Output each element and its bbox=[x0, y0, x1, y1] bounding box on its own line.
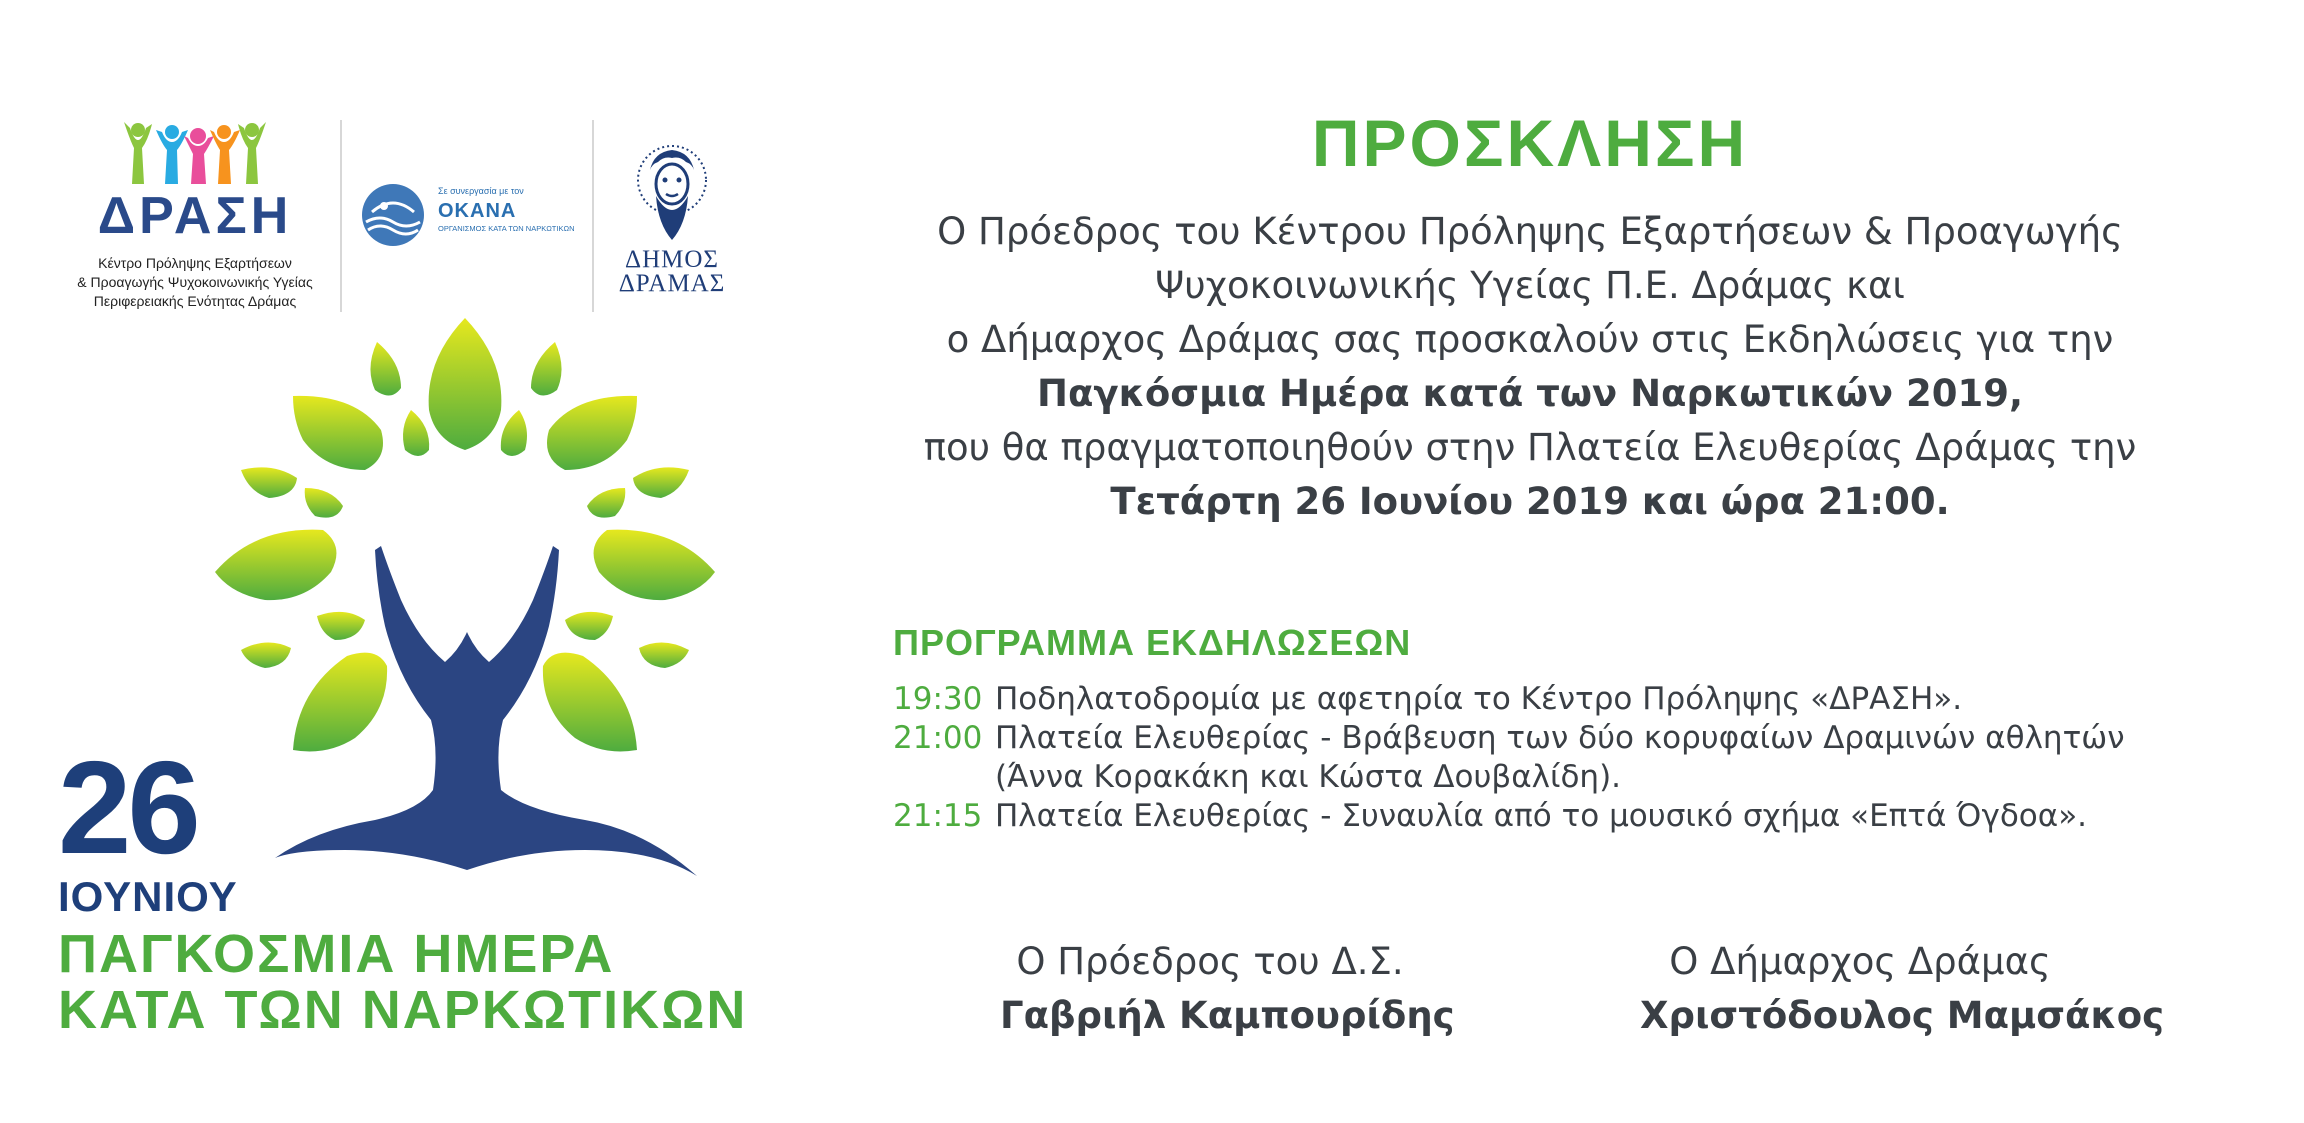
okana-wordmark: ΟΚΑΝΑ bbox=[438, 200, 517, 222]
program-text: Πλατεία Ελευθερίας - Συναυλία από το μουσικό σχήμα «Επτά Όγδοα». bbox=[995, 798, 2088, 834]
program-text: Ποδηλατοδρομία με αφετηρία το Κέντρο Πρόληψης «ΔΡΑΣΗ». bbox=[995, 681, 1963, 717]
logo-divider bbox=[340, 120, 342, 312]
program-time: 21:15 bbox=[893, 798, 983, 834]
drasi-subtitle-line: Περιφερειακής Ενότητας Δράμας bbox=[93, 293, 297, 309]
leaf bbox=[241, 467, 297, 498]
signature-mayor bbox=[1640, 935, 2165, 1043]
signature-name: Χριστόδουλος Μαμσάκος bbox=[1640, 994, 2165, 1037]
event-day: 26 bbox=[58, 734, 197, 881]
okana-tagline: Σε συνεργασία με τον bbox=[438, 186, 524, 196]
invitation-title: ΠΡΟΣΚΛΗΣΗ bbox=[1311, 106, 1749, 180]
drasi-subtitle bbox=[55, 254, 335, 311]
program-text: (Άννα Κορακάκη και Κώστα Δουβαλίδη). bbox=[995, 759, 1622, 795]
leaf bbox=[594, 530, 715, 600]
leaf bbox=[215, 530, 336, 600]
leaf bbox=[241, 642, 291, 668]
drasi-wordmark: ΔΡΑΣΗ bbox=[97, 187, 293, 245]
leaf bbox=[370, 342, 401, 396]
drasi-logo bbox=[55, 118, 335, 311]
leaf bbox=[587, 488, 625, 518]
dimos-dramas-logo bbox=[612, 140, 732, 296]
leaf bbox=[317, 612, 365, 640]
leaf bbox=[565, 612, 613, 640]
leaf bbox=[293, 653, 387, 752]
dimos-line: ΔΡΑΜΑΣ bbox=[618, 270, 726, 297]
invitation-line: Ψυχοκοινωνικής Υγείας Π.Ε. Δράμας και bbox=[1155, 264, 1905, 307]
leaf bbox=[543, 653, 637, 752]
signature-role: Ο Δήμαρχος Δράμας bbox=[1669, 940, 2051, 983]
world-day-line-1: ΠΑΓΚΟΣΜΙΑ ΗΜΕΡΑ bbox=[58, 924, 615, 984]
leaf bbox=[633, 467, 689, 498]
invitation-line: που θα πραγματοποιηθούν στην Πλατεία Ελευθερίας Δράμας την bbox=[923, 426, 2137, 469]
program-item bbox=[893, 797, 2125, 836]
signature-president bbox=[1000, 935, 1455, 1043]
program-list bbox=[893, 680, 2125, 836]
invitation-line-bold: Παγκόσμια Ημέρα κατά των Ναρκωτικών 2019, bbox=[1036, 372, 2023, 415]
program-text: Πλατεία Ελευθερίας - Βράβευση των δύο κορυφαίων Δραμινών αθλητών bbox=[995, 720, 2125, 756]
invitation-line: ο Δήμαρχος Δράμας σας προσκαλούν στις Εκδηλώσεις για την bbox=[946, 318, 2114, 361]
tree-hands-illustration bbox=[205, 310, 745, 890]
signature-name: Γαβριήλ Καμπουρίδης bbox=[1000, 994, 1455, 1037]
event-month: ΙΟΥΝΙΟΥ bbox=[58, 873, 238, 920]
invitation-line: Ο Πρόεδρος του Κέντρου Πρόληψης Εξαρτήσεων & Προαγωγής bbox=[937, 210, 2123, 253]
program-item bbox=[893, 680, 2125, 719]
drasi-people-icon bbox=[120, 118, 270, 188]
program-title: ΠΡΟΓΡΑΜΜΑ ΕΚΔΗΛΩΣΕΩΝ bbox=[893, 622, 1412, 663]
program-time bbox=[893, 758, 995, 797]
drasi-subtitle-line: Κέντρο Πρόληψης Εξαρτήσεων bbox=[98, 255, 292, 271]
leaf bbox=[305, 488, 343, 518]
leaf bbox=[293, 396, 383, 470]
invitation-line-bold: Τετάρτη 26 Ιουνίου 2019 και ώρα 21:00. bbox=[1110, 480, 1950, 523]
program-time: 19:30 bbox=[893, 681, 983, 717]
program-time: 21:00 bbox=[893, 720, 983, 756]
signature-role: Ο Πρόεδρος του Δ.Σ. bbox=[1016, 940, 1404, 983]
program-item bbox=[893, 758, 2125, 797]
leaf bbox=[639, 642, 689, 668]
invitation-body bbox=[880, 205, 2180, 529]
leaf bbox=[429, 318, 502, 450]
okana-subtitle: ΟΡΓΑΝΙΣΜΟΣ ΚΑΤΑ ΤΩΝ ΝΑΡΚΩΤΙΚΩΝ bbox=[438, 224, 575, 233]
world-day-line-2: ΚΑΤΑ ΤΩΝ ΝΑΡΚΩΤΙΚΩΝ bbox=[58, 980, 748, 1040]
okana-logo bbox=[360, 180, 580, 260]
okana-emblem-icon bbox=[360, 182, 426, 248]
leaf bbox=[531, 342, 562, 396]
dimos-line: ΔΗΜΟΣ bbox=[625, 246, 719, 273]
leaf bbox=[501, 410, 527, 456]
dionysus-head-icon bbox=[630, 140, 714, 244]
logo-divider bbox=[592, 120, 594, 312]
program-item bbox=[893, 719, 2125, 758]
dimos-dramas-text bbox=[612, 248, 732, 296]
leaf bbox=[547, 396, 637, 470]
drasi-subtitle-line: & Προαγωγής Ψυχοκοινωνικής Υγείας bbox=[77, 274, 313, 290]
leaf bbox=[403, 410, 429, 456]
